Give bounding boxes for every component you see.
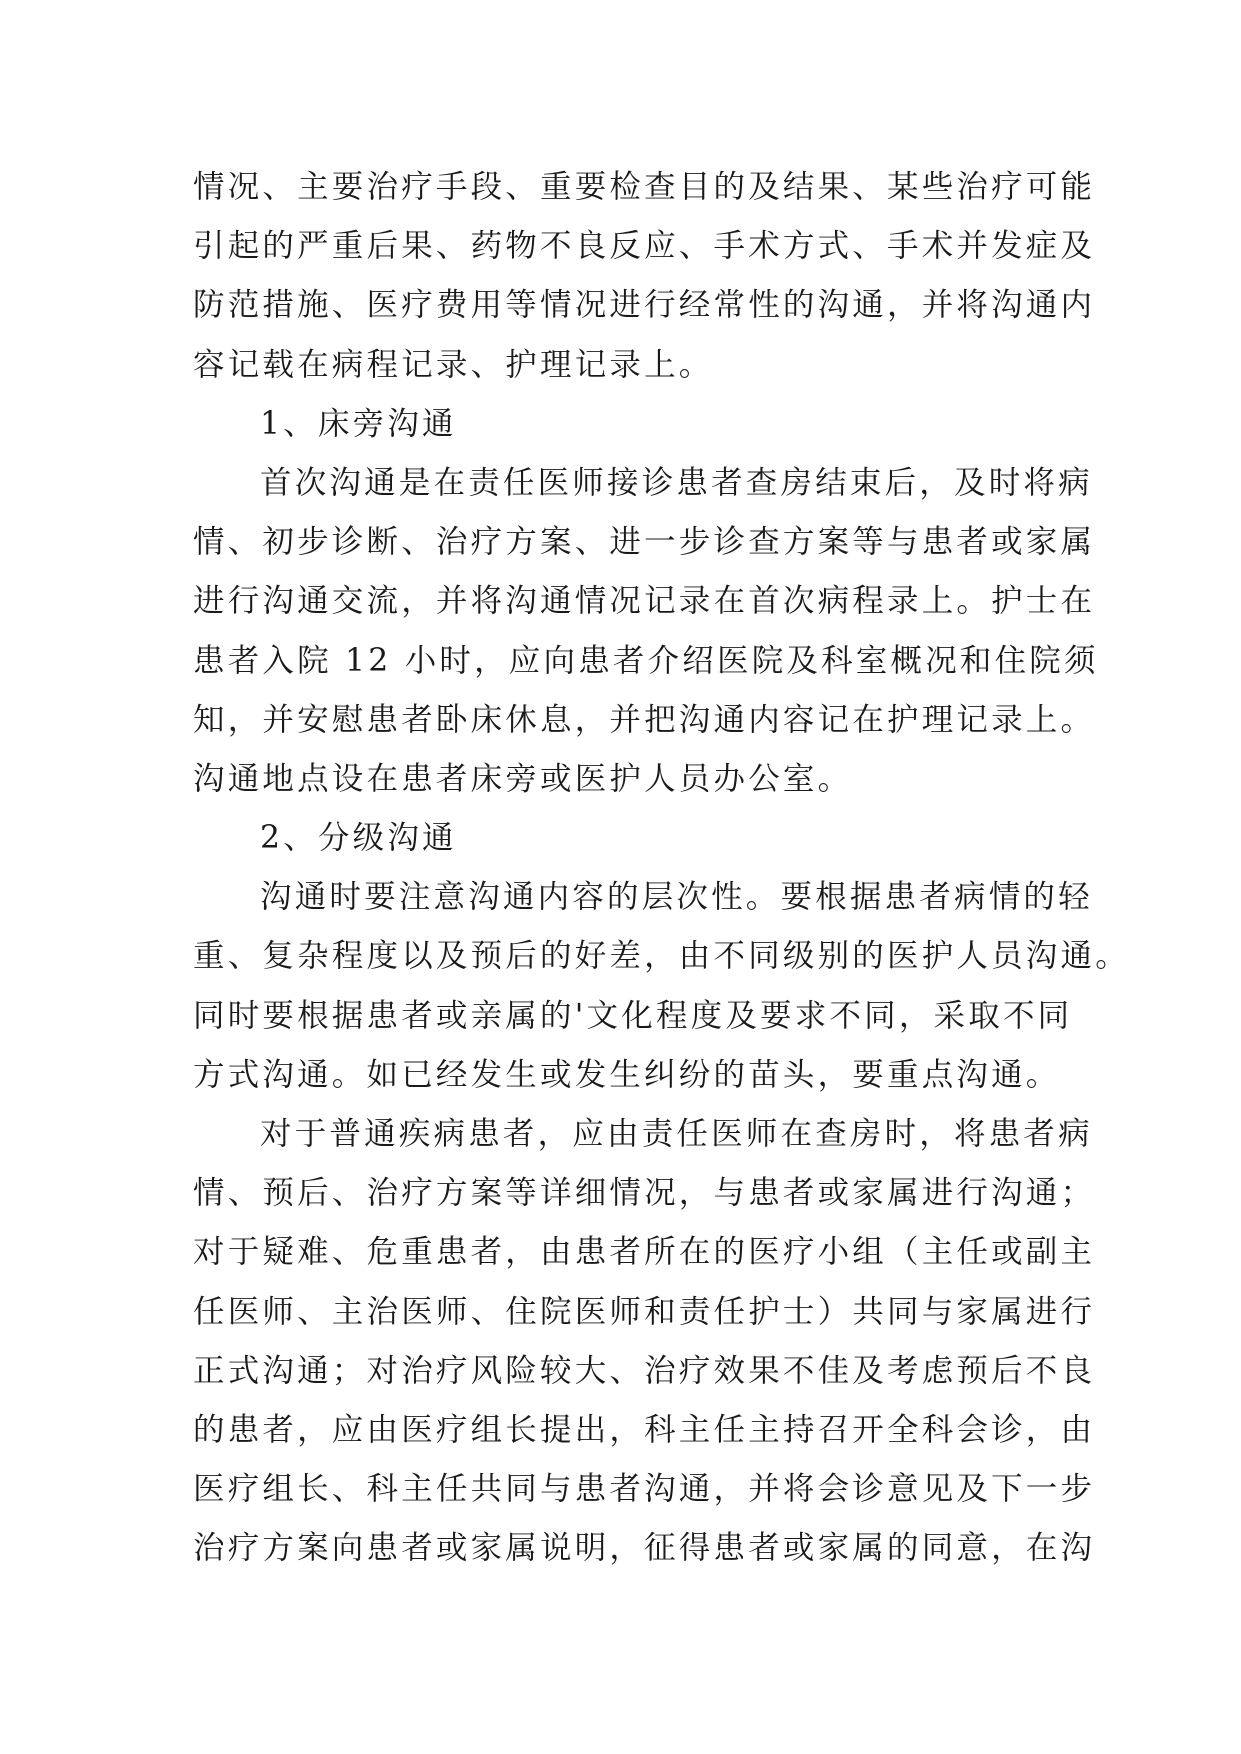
section-heading: 2、分级沟通 xyxy=(260,820,457,857)
text-line: 容记载在病程记录、护理记录上。 xyxy=(193,346,714,383)
text-line: 沟通地点设在患者床旁或医护人员办公室。 xyxy=(193,760,853,797)
text-line: 引起的严重后果、药物不良反应、手术方式、手术并发症及 xyxy=(193,228,1096,265)
text-line: 情况、主要治疗手段、重要检查目的及结果、某些治疗可能 xyxy=(193,169,1096,205)
text-line: 知，并安慰患者卧床休息，并把沟通内容记在护理记录上。 xyxy=(193,701,1096,738)
text-line: 治疗方案向患者或家属说明，征得患者或家属的同意，在沟 xyxy=(193,1530,1096,1567)
text-line: 患者入院 12 小时，应向患者介绍医院及科室概况和住院须 xyxy=(193,642,1099,679)
text-line: 医疗组长、科主任共同与患者沟通，并将会诊意见及下一步 xyxy=(193,1471,1096,1508)
text-line: 重、复杂程度以及预后的好差，由不同级别的医护人员沟通。 xyxy=(193,938,1130,975)
text-line: 沟通时要注意沟通内容的层次性。要根据患者病情的轻 xyxy=(260,879,1093,916)
text-line: 情、预后、治疗方案等详细情况，与患者或家属进行沟通； xyxy=(193,1175,1096,1212)
text-line: 同时要根据患者或亲属的'文化程度及要求不同，采取不同 xyxy=(193,997,1073,1034)
text-line: 正式沟通；对治疗风险较大、治疗效果不佳及考虑预后不良 xyxy=(193,1352,1096,1389)
text-line: 任医师、主治医师、住院医师和责任护士）共同与家属进行 xyxy=(193,1293,1096,1330)
body-text xyxy=(193,158,1130,1579)
text-line: 的患者，应由医疗组长提出，科主任主持召开全科会诊，由 xyxy=(193,1411,1096,1448)
text-line: 对于普通疾病患者，应由责任医师在查房时，将患者病 xyxy=(260,1116,1093,1152)
text-line: 进行沟通交流，并将沟通情况记录在首次病程录上。护士在 xyxy=(193,583,1096,620)
text-line: 首次沟通是在责任医师接诊患者查房结束后，及时将病 xyxy=(260,464,1093,501)
text-line: 方式沟通。如已经发生或发生纠纷的苗头，要重点沟通。 xyxy=(193,1056,1061,1093)
text-line: 对于疑难、危重患者，由患者所在的医疗小组（主任或副主 xyxy=(193,1234,1096,1271)
section-heading: 1、床旁沟通 xyxy=(260,405,457,442)
text-line: 防范措施、医疗费用等情况进行经常性的沟通，并将沟通内 xyxy=(193,287,1096,324)
text-line: 情、初步诊断、治疗方案、进一步诊查方案等与患者或家属 xyxy=(193,524,1096,561)
